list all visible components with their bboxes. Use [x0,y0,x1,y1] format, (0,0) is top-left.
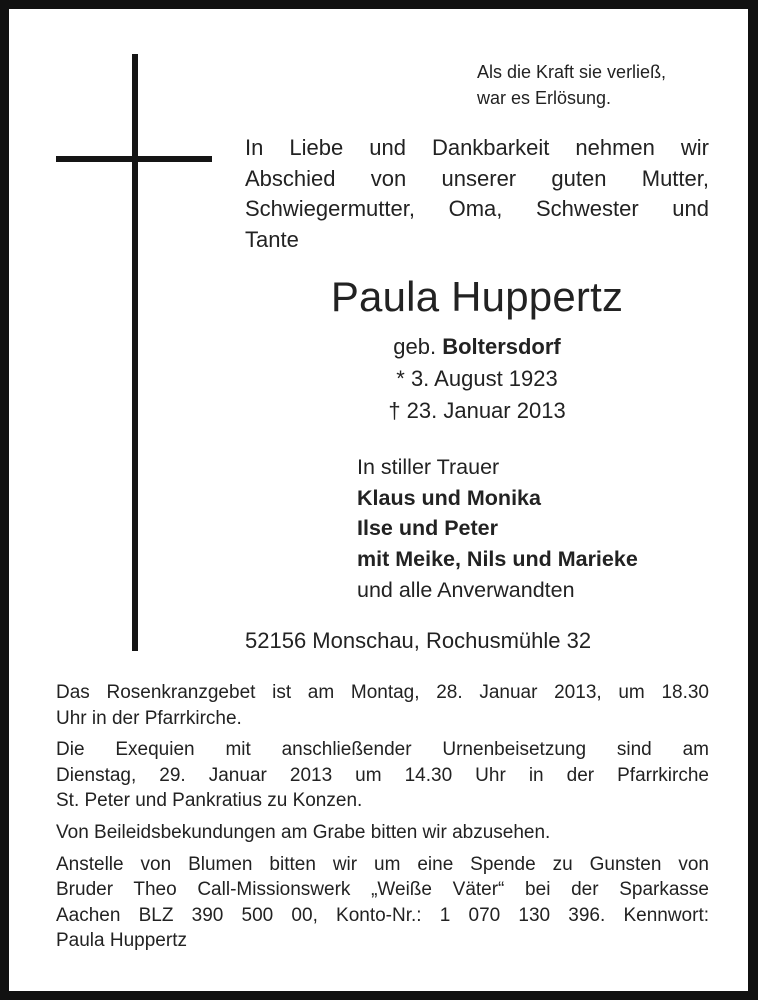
note-line: Anstelle von Blumen bitten wir um eine Spende zu Gunsten von [56,853,709,875]
note-line: Das Rosenkranzgebet ist am Montag, 28. Januar 2013, um 18.30 [56,682,709,703]
maiden-name-line [245,331,709,363]
mourner-name: Ilse und Peter [357,516,498,541]
note-line: Die Exequien mit anschließender Urnenbeisetzung sind am [56,739,709,761]
address: 52156 Monschau, Rochusmühle 32 [245,628,592,653]
death-date: † 23. Januar 2013 [388,398,566,423]
intro-text [245,133,709,255]
motto-line: Als die Kraft sie verließ, [477,62,667,82]
mourner-name: mit Meike, Nils und Marieke [357,547,638,572]
note-line: Uhr in der Pfarrkirche. [56,707,242,729]
mourners-closing: und alle Anverwandten [357,577,575,602]
cross-icon-vertical [132,54,138,651]
notes [56,680,709,960]
note-line: Dienstag, 29. Januar 2013 um 14.30 Uhr in der Pfarrkirche [56,764,709,786]
geb-prefix: geb. [393,334,437,359]
maiden-name: Boltersdorf [442,334,561,359]
intro-line: Abschied von unserer guten Mutter, [245,165,709,191]
donation-note [56,852,709,954]
note-line: Paula Huppertz [56,930,187,952]
motto-line: war es Erlösung. [477,88,612,108]
note-line: Von Beileidsbekundungen am Grabe bitten wir abzusehen. [56,821,551,843]
birth-info [245,331,709,427]
note-line: Aachen BLZ 390 500 00, Konto-Nr.: 1 070 130 396. Kennwort: [56,904,709,926]
cross-icon-horizontal [56,156,212,162]
motto [477,59,666,111]
mourner-name: Klaus und Monika [357,485,541,510]
deceased-name: Paula Huppertz [330,273,624,320]
mourners-heading: In stiller Trauer [357,455,500,479]
intro-line: Tante [245,226,299,252]
condolences-note [56,820,709,846]
intro-line: Schwiegermutter, Oma, Schwester und [245,196,709,221]
note-line: Bruder Theo Call-Missionswerk „Weiße Väter“ bei der Sparkasse [56,879,709,901]
exequies-note [56,737,709,814]
mourners [357,452,638,606]
intro-line: In Liebe und Dankbarkeit nehmen wir [245,135,709,160]
note-line: St. Peter und Pankratius zu Konzen. [56,790,363,812]
rosary-note [56,680,709,731]
birth-date: * 3. August 1923 [396,366,558,391]
